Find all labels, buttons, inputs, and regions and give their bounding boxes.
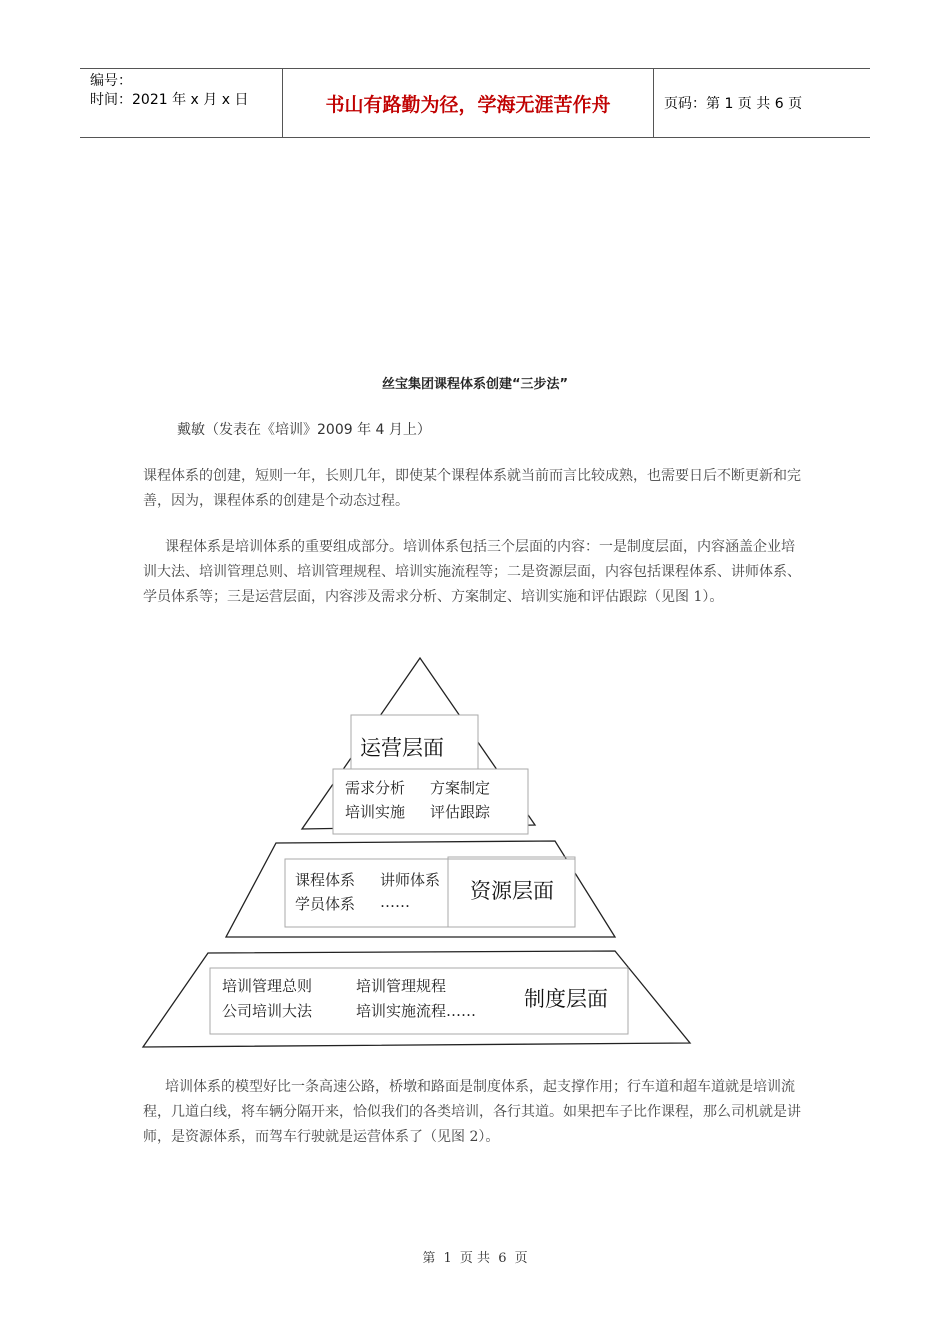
bottom-item-3: 公司培训大法 bbox=[222, 1002, 313, 1020]
middle-item-2: 讲师体系 bbox=[380, 871, 441, 889]
footer-page-total: 6 bbox=[498, 1251, 507, 1266]
header-meta bbox=[80, 69, 282, 137]
bottom-item-4: 培训实施流程…… bbox=[356, 1002, 477, 1020]
middle-tier-title: 资源层面 bbox=[470, 879, 554, 903]
middle-item-3: 学员体系 bbox=[295, 895, 356, 913]
paragraph-3: 培训体系的模型好比一条高速公路，桥墩和路面是制度体系，起支撑作用；行车道和超车道就是培训流程，几道白线，将车辆分隔开来，恰似我们的各类培训，各行其道。如果把车子比作课程，那么司机就是讲师，是资源体系，而驾车行驶就是运营体系了（见图 2）。 bbox=[143, 1079, 801, 1145]
paragraph-2: 课程体系是培训体系的重要组成部分。培训体系包括三个层面的内容：一是制度层面，内容涵盖企业培训大法、培训管理总则、培训管理规程、培训实施流程等；二是资源层面，内容包括课程体系、讲师体系、学员体系等；三是运营层面，内容涉及需求分析、方案制定、培训实施和评估跟踪（见图 1）。 bbox=[143, 539, 801, 605]
training-system-pyramid-diagram bbox=[140, 655, 700, 1055]
header-page-info: 页码：第 1 页 共 6 页 bbox=[664, 96, 803, 112]
document-title: 丝宝集团课程体系创建“三步法” bbox=[381, 377, 569, 392]
middle-item-4: …… bbox=[380, 893, 410, 911]
top-item-3: 培训实施 bbox=[345, 803, 406, 821]
time-label: 时间：2021 年 x 月 x 日 bbox=[90, 92, 249, 108]
middle-item-1: 课程体系 bbox=[295, 871, 356, 889]
bottom-item-2: 培训管理规程 bbox=[356, 977, 447, 995]
top-item-1: 需求分析 bbox=[345, 779, 406, 797]
page-footer bbox=[0, 1247, 950, 1266]
header-motto: 书山有路勤为径，学海无涯苦作舟 bbox=[282, 69, 654, 137]
top-item-4: 评估跟踪 bbox=[430, 803, 491, 821]
bottom-item-1: 培训管理总则 bbox=[222, 977, 313, 995]
number-label: 编号： bbox=[90, 73, 132, 89]
bottom-tier-title: 制度层面 bbox=[524, 987, 608, 1011]
footer-page-number: 1 bbox=[443, 1251, 452, 1266]
document-byline: 戴敏（发表在《培训》2009 年 4 月上） bbox=[177, 422, 431, 438]
top-tier-title: 运营层面 bbox=[360, 736, 444, 760]
footer-mid: 页 共 bbox=[459, 1251, 491, 1266]
paragraph-1: 课程体系的创建，短则一年，长则几年，即使某个课程体系就当前而言比较成熟，也需要日后不断更新和完善，因为，课程体系的创建是个动态过程。 bbox=[143, 468, 801, 509]
footer-suffix: 页 bbox=[514, 1251, 528, 1266]
footer-prefix: 第 bbox=[422, 1251, 436, 1266]
top-item-2: 方案制定 bbox=[430, 779, 491, 797]
page-header bbox=[80, 68, 870, 138]
